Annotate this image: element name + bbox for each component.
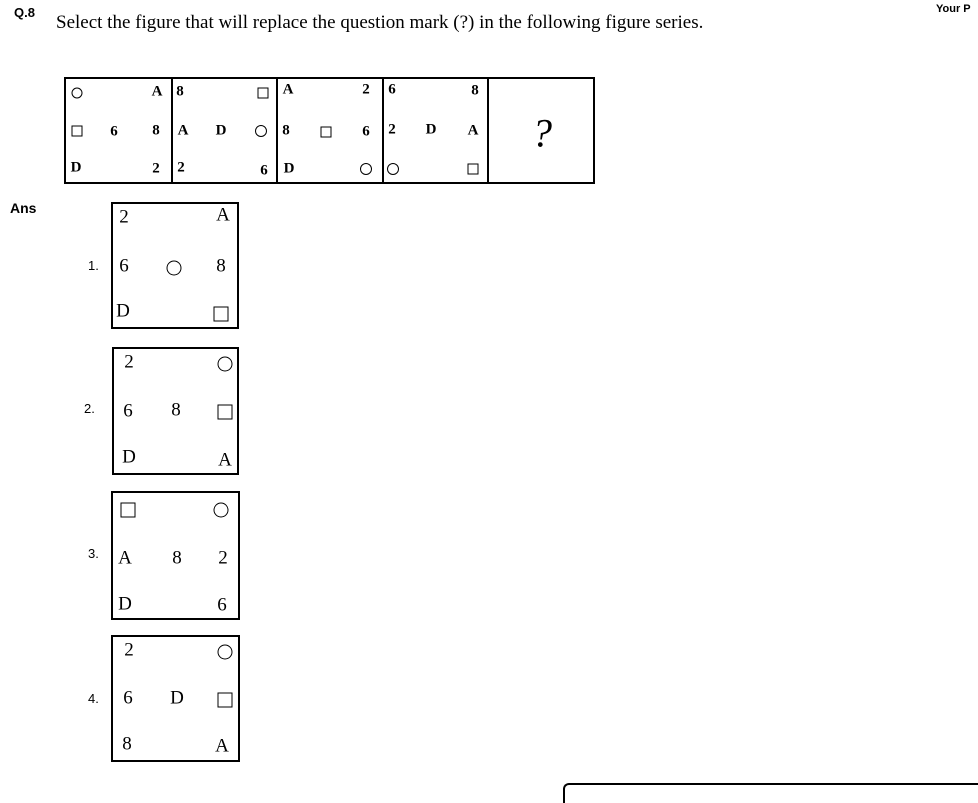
figure-letter: D [215, 122, 227, 139]
figure-number: 6 [388, 81, 396, 98]
figure-letter: D [425, 121, 437, 138]
figure-number: 8 [282, 122, 290, 139]
figure-letter: A [151, 83, 163, 100]
option-number-symbol: 6 [119, 255, 129, 277]
figure-letter: A [177, 122, 189, 139]
option-number: 4. [88, 691, 99, 706]
circle-icon [218, 645, 233, 660]
problem-figure-series [64, 77, 595, 184]
circle-icon [72, 88, 83, 99]
circle-icon [218, 357, 233, 372]
option-letter-symbol: D [122, 446, 136, 468]
figure-number: 8 [176, 83, 184, 100]
question-text: Select the figure that will replace the question mark (?) in the following figure series. [56, 12, 704, 33]
option-number-symbol: 2 [119, 206, 129, 228]
figure-number: 8 [152, 122, 160, 139]
option-letter-symbol: A [218, 449, 232, 471]
option-2[interactable] [112, 347, 239, 475]
option-number-symbol: 2 [124, 639, 134, 661]
square-icon [321, 127, 332, 138]
option-number-symbol: 6 [123, 687, 133, 709]
option-number-symbol: 2 [218, 547, 228, 569]
option-letter-symbol: D [116, 300, 130, 322]
option-letter-symbol: A [118, 547, 132, 569]
bottom-panel-edge [563, 783, 978, 803]
option-4[interactable] [111, 635, 240, 762]
problem-figure-4 [384, 79, 487, 182]
option-number-symbol: 6 [217, 594, 227, 616]
question-number: Q.8 [14, 5, 35, 20]
square-icon [218, 405, 233, 420]
option-number-symbol: 2 [124, 351, 134, 373]
option-letter-symbol: A [215, 735, 229, 757]
figure-number: 8 [471, 82, 479, 99]
corner-label: Your P [936, 3, 971, 15]
question-mark: ? [532, 110, 552, 156]
figure-number: 6 [110, 123, 118, 140]
option-letter-symbol: D [118, 593, 132, 615]
question-figure [489, 79, 593, 182]
circle-icon [214, 503, 229, 518]
option-letter-symbol: D [170, 687, 184, 709]
option-1[interactable] [111, 202, 239, 329]
circle-icon [360, 163, 372, 175]
figure-number: 6 [362, 123, 370, 140]
figure-letter: A [467, 122, 479, 139]
option-number-symbol: 8 [171, 399, 181, 421]
option-number-symbol: 8 [172, 547, 182, 569]
option-3[interactable] [111, 491, 240, 620]
figure-number: 2 [177, 159, 185, 176]
option-number: 2. [84, 401, 95, 416]
square-icon [214, 307, 229, 322]
square-icon [258, 88, 269, 99]
figure-number: 2 [362, 81, 370, 98]
figure-number: 2 [152, 160, 160, 177]
circle-icon [167, 261, 182, 276]
square-icon [218, 693, 233, 708]
option-number-symbol: 8 [216, 255, 226, 277]
figure-number: 6 [260, 162, 268, 179]
problem-figure-2 [173, 79, 276, 182]
option-letter-symbol: A [216, 204, 230, 226]
option-number: 3. [88, 546, 99, 561]
option-number-symbol: 8 [122, 733, 132, 755]
circle-icon [387, 163, 399, 175]
figure-letter: D [70, 159, 82, 176]
figure-letter: D [283, 160, 295, 177]
figure-letter: A [282, 81, 294, 98]
square-icon [121, 503, 136, 518]
problem-figure-1 [66, 79, 171, 182]
option-number-symbol: 6 [123, 400, 133, 422]
figure-number: 2 [388, 121, 396, 138]
square-icon [72, 126, 83, 137]
problem-figure-3 [278, 79, 382, 182]
circle-icon [255, 125, 267, 137]
answer-label: Ans [10, 200, 37, 216]
square-icon [468, 164, 479, 175]
option-number: 1. [88, 258, 99, 273]
